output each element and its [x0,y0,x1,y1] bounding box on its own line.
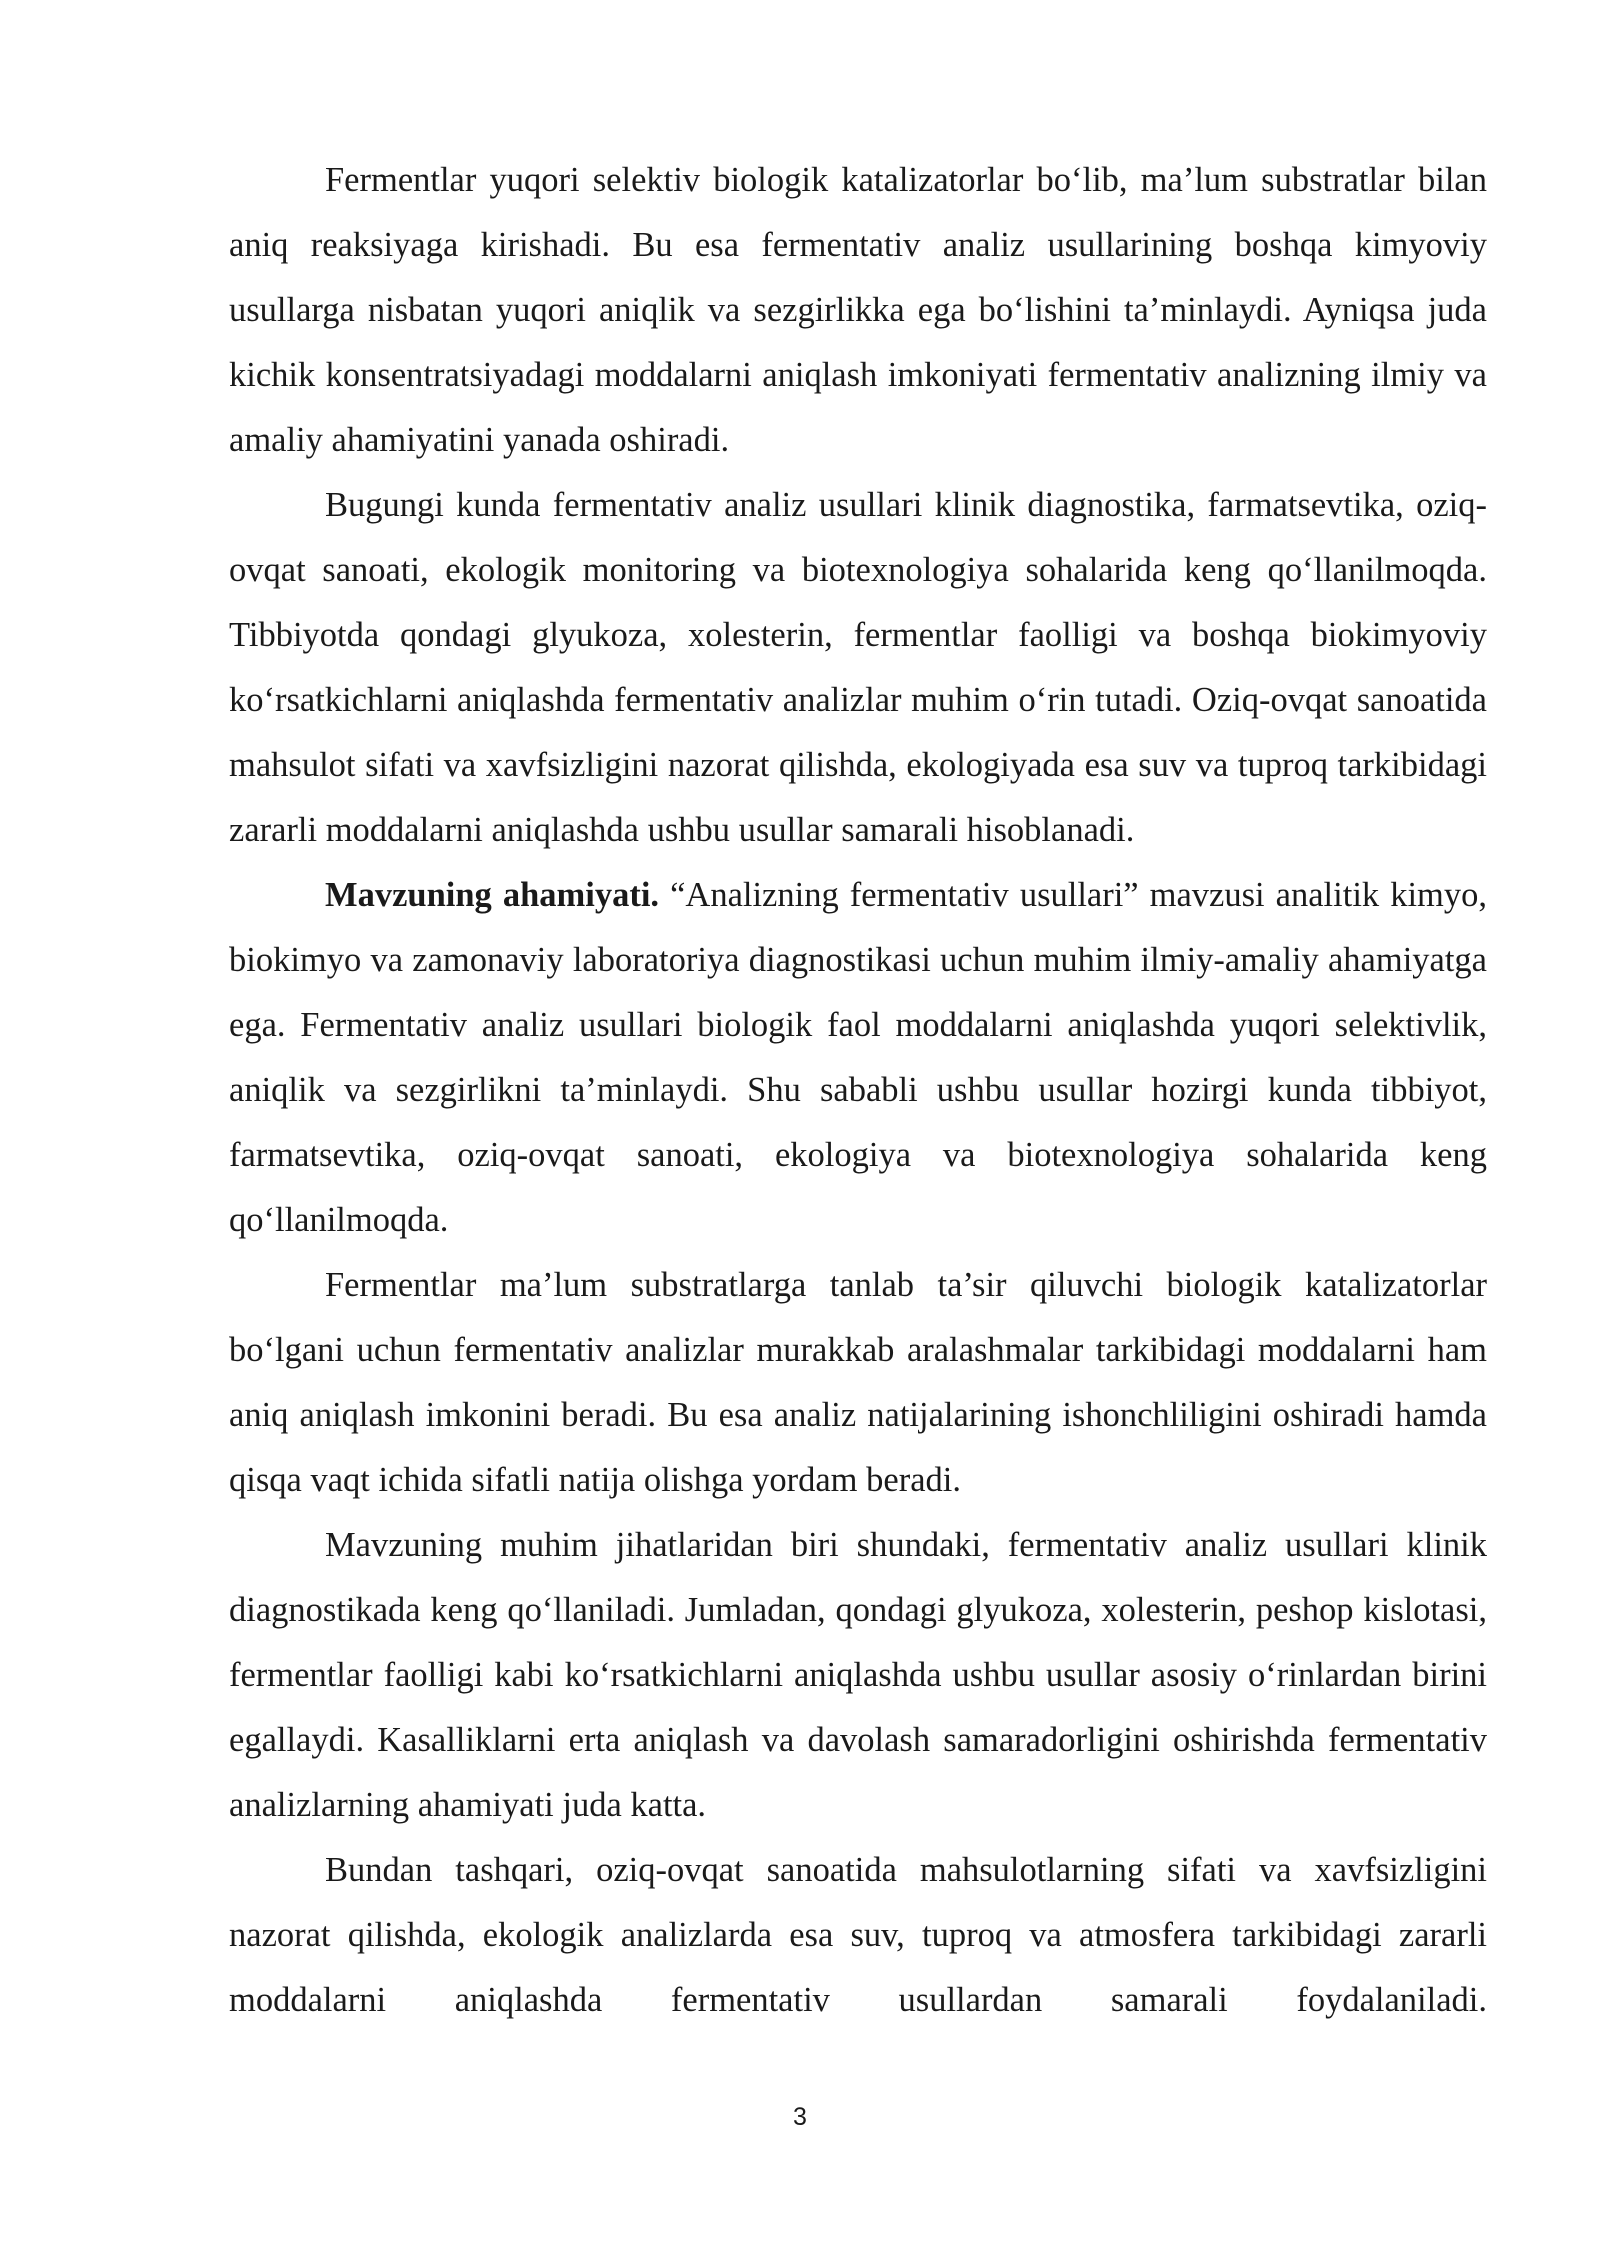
paragraph-3 [229,863,1487,1253]
paragraph-1-text: Fermentlar yuqori selektiv biologik katalizatorlar bo‘lib, ma’lum substratlar bilan aniq reaksiyaga kirishadi. Bu esa fermentativ analiz usullarining boshqa kimyoviy usullarga nisbatan yuqori aniqlik va sezgirlikka ega bo‘lishini ta’minlaydi. Ayniqsa juda kichik konsentratsiyadagi moddalarni aniqlash imkoniyati fermentativ analizning ilmiy va amaliy ahamiyatini yanada oshiradi. [229,161,1487,459]
paragraph-5 [229,1513,1487,1838]
section-heading-mavzuning-ahamiyati: Mavzuning ahamiyati. [325,876,660,914]
paragraph-4 [229,1253,1487,1513]
paragraph-2-text: Bugungi kunda fermentativ analiz usullari klinik diagnostika, farmatsevtika, oziq-ovqat sanoati, ekologik monitoring va biotexnologiya sohalarida keng qo‘llanilmoqda. Tibbiyotda qondagi glyukoza, xolesterin, fermentlar faolligi va boshqa biokimyoviy ko‘rsatkichlarni aniqlashda fermentativ analizlar muhim o‘rin tutadi. Oziq-ovqat sanoatida mahsulot sifati va xavfsizligini nazorat qilishda, ekologiyada esa suv va tuproq tarkibidagi zararli moddalarni aniqlashda ushbu usullar samarali hisoblanadi. [229,486,1487,849]
page-number: 3 [793,2103,807,2131]
paragraph-5-text: Mavzuning muhim jihatlaridan biri shundaki, fermentativ analiz usullari klinik diagnostikada keng qo‘llaniladi. Jumladan, qondagi glyukoza, xolesterin, peshop kislotasi, fermentlar faolligi kabi ko‘rsatkichlarni aniqlashda ushbu usullar asosiy o‘rinlardan birini egallaydi. Kasalliklarni erta aniqlash va davolash samaradorligini oshirishda fermentativ analizlarning ahamiyati juda katta. [229,1526,1487,1824]
document-body [229,148,1487,2033]
paragraph-3-text: “Analizning fermentativ usullari” mavzusi analitik kimyo, biokimyo va zamonaviy laboratoriya diagnostikasi uchun muhim ilmiy-amaliy ahamiyatga ega. Fermentativ analiz usullari biologik faol moddalarni aniqlashda yuqori selektivlik, aniqlik va sezgirlikni ta’minlaydi. Shu sababli ushbu usullar hozirgi kunda tibbiyot, farmatsevtika, oziq-ovqat sanoati, ekologiya va biotexnologiya sohalarida keng qo‘llanilmoqda. [229,876,1487,1239]
paragraph-6-text: Bundan tashqari, oziq-ovqat sanoatida mahsulotlarning sifati va xavfsizligini nazorat qilishda, ekologik analizlarda esa suv, tuproq va atmosfera tarkibidagi zararli moddalarni aniqlashda fermentativ usullardan samarali foydalaniladi. [229,1851,1487,2019]
paragraph-6 [229,1838,1487,2033]
paragraph-4-text: Fermentlar ma’lum substratlarga tanlab ta’sir qiluvchi biologik katalizatorlar bo‘lgani uchun fermentativ analizlar murakkab aralashmalar tarkibidagi moddalarni ham aniq aniqlash imkonini beradi. Bu esa analiz natijalarining ishonchliligini oshiradi hamda qisqa vaqt ichida sifatli natija olishga yordam beradi. [229,1266,1487,1499]
paragraph-1 [229,148,1487,473]
paragraph-2 [229,473,1487,863]
